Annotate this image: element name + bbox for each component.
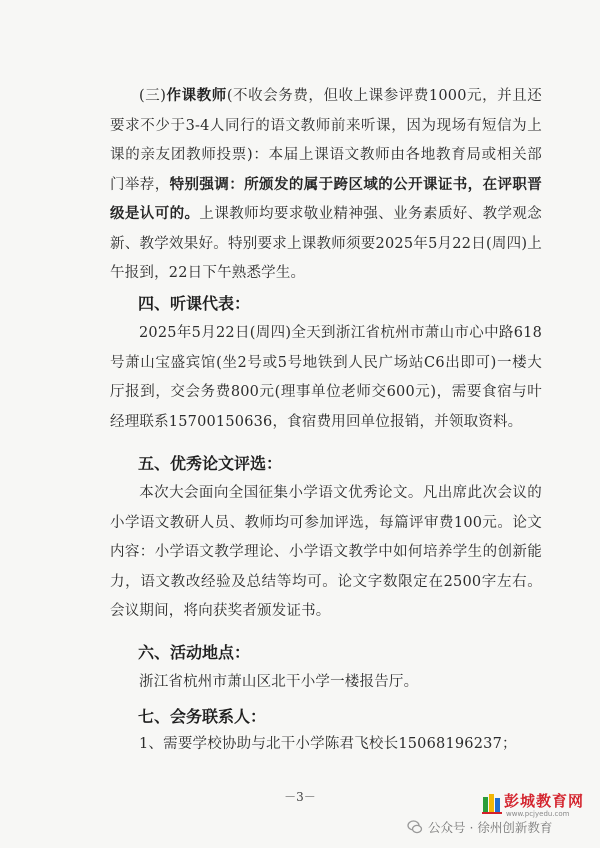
logo-title: 彭城教育网 [504,792,585,810]
wechat-account: 公众号 · 徐州创新教育 [428,820,553,835]
section6-heading: 六、活动地点： [138,643,251,662]
section5-body: 本次大会面向全国征集小学语文优秀论文。凡出席此次会议的小学语文教研人员、教师均可参加评选，每篇评审费100元。论文内容：小学语文教学理论、小学语文教学中如何培养学生的创新能力，语文教改经验及总结等均可。论文字数限定在2500字左右。会议期间，将向获奖者颁发证书。 [110,485,542,619]
books-logo-icon [482,792,504,814]
section3-body2: 上课教师均要求敬业精神强、业务素质好、教学观念新、教学效果好。特别要求上课教师须要2025年5月22日(周四)上午报到，22日下午熟悉学生。 [110,206,542,281]
page-number: －3－ [284,790,316,804]
section3-title: 作课教师 [166,88,227,104]
logo-url: www.pcjyedu.com [506,810,570,818]
section7-heading: 七、会务联系人： [138,707,267,726]
section7-item1: 1、需要学校协助与北干小学陈君飞校长15068196237； [139,736,517,752]
section4-paragraph [110,319,542,437]
section6-paragraph [110,668,542,698]
section6-body: 浙江省杭州市萧山区北干小学一楼报告厅。 [139,674,419,690]
section3-label: (三) [139,88,167,104]
section4-heading: 四、听课代表： [138,294,251,313]
section3-bold-note: 特别强调：所颁发的属于跨区域的公开课证书，在评职晋级是认可的。 [110,176,542,222]
section3-paragraph [110,82,542,289]
section3-body: (不收会务费，但收上课参评费1000元，并且还要求不少于3-4人同行的语文教师前来听课，因为现场有短信为上课的亲友团教师投票)：本届上课语文教师由各地教育局或相关部门举荐， [110,88,542,193]
wechat-icon [407,819,423,835]
section4-body: 2025年5月22日(周四)全天到浙江省杭州市萧山市心中路618号萧山宝盛宾馆(坐2号或5号地铁到人民广场站C6出即可)一楼大厅报到，交会务费800元(理事单位老师交600元)，需要食宿与叶经理联系15700150636，食宿费用回单位报销，并领取资料。 [110,325,542,430]
wechat-watermark [407,818,552,836]
section5-heading: 五、优秀论文评选： [138,454,283,473]
section5-paragraph [110,479,542,627]
section7-paragraph [110,730,542,760]
